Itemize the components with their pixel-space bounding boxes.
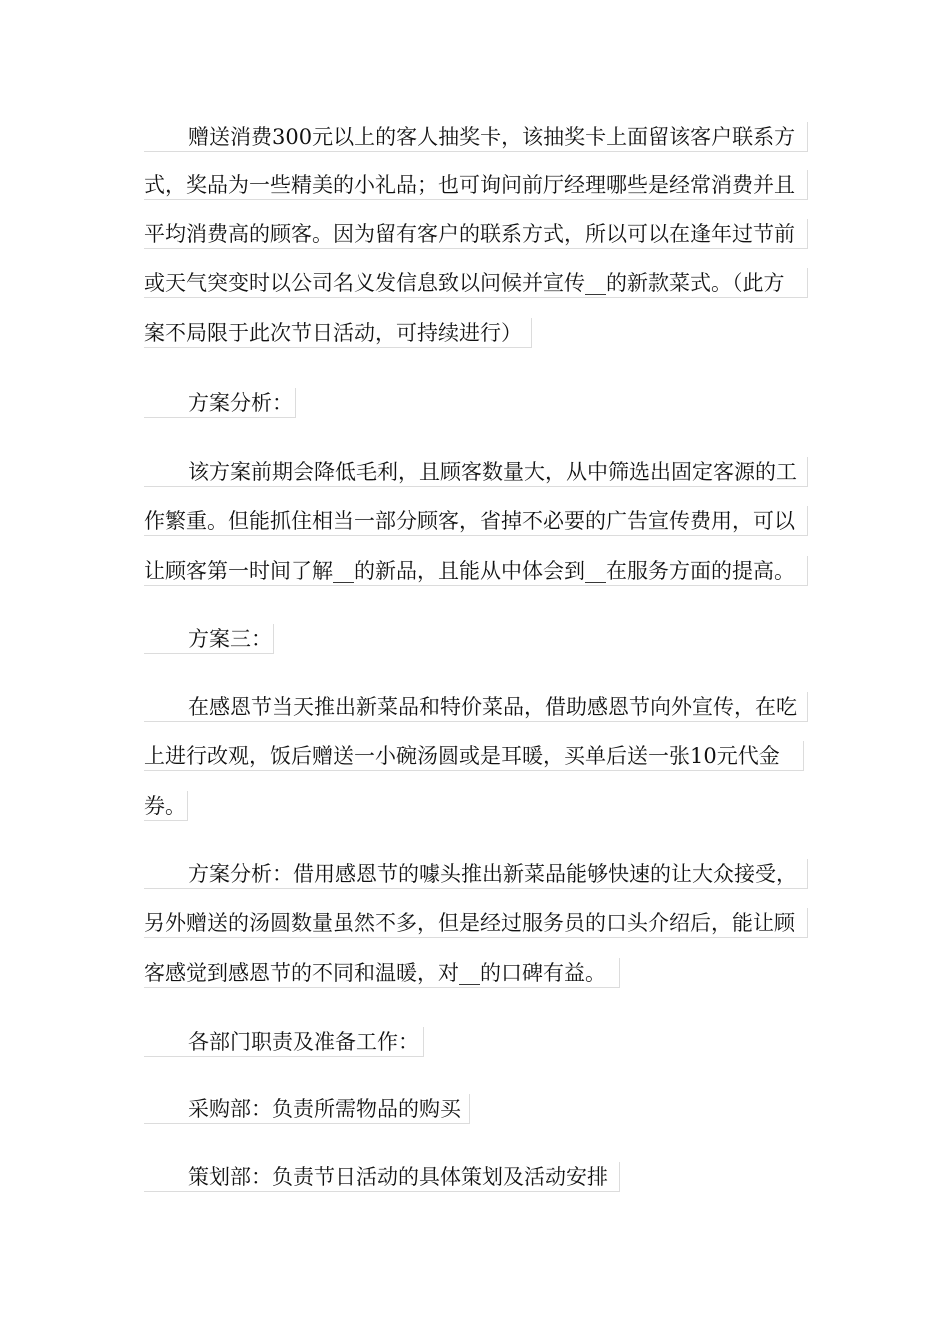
paragraph-line: 在感恩节当天推出新菜品和特价菜品，借助感恩节向外宣传，在吃 — [144, 692, 808, 722]
paragraph-line: 平均消费高的顾客。因为留有客户的联系方式，所以可以在逢年过节前 — [144, 219, 808, 249]
paragraph-line: 券。 — [144, 791, 188, 821]
paragraph-line: 策划部：负责节日活动的具体策划及活动安排 — [144, 1162, 620, 1192]
paragraph-line: 让顾客第一时间了解__的新品，且能从中体会到__在服务方面的提高。 — [144, 556, 808, 586]
paragraph-line: 采购部：负责所需物品的购买 — [144, 1094, 470, 1124]
paragraph-line: 式，奖品为一些精美的小礼品；也可询问前厅经理哪些是经常消费并且 — [144, 170, 808, 200]
paragraph-line: 客感觉到感恩节的不同和温暖，对__的口碑有益。 — [144, 958, 620, 988]
paragraph-line: 作繁重。但能抓住相当一部分顾客，省掉不必要的广告宣传费用，可以 — [144, 506, 808, 536]
paragraph-line: 方案分析：借用感恩节的噱头推出新菜品能够快速的让大众接受， — [144, 859, 808, 889]
section-heading: 各部门职责及准备工作： — [144, 1027, 424, 1057]
paragraph-line: 赠送消费300元以上的客人抽奖卡，该抽奖卡上面留该客户联系方 — [144, 122, 808, 152]
paragraph-line: 另外赠送的汤圆数量虽然不多，但是经过服务员的口头介绍后，能让顾 — [144, 908, 808, 938]
paragraph-line: 上进行改观，饭后赠送一小碗汤圆或是耳暖，买单后送一张10元代金 — [144, 741, 804, 771]
section-heading: 方案三： — [144, 624, 274, 654]
paragraph-line: 或天气突变时以公司名义发信息致以问候并宣传__的新款菜式。（此方 — [144, 268, 808, 298]
paragraph-line: 该方案前期会降低毛利，且顾客数量大，从中筛选出固定客源的工 — [144, 457, 808, 487]
paragraph-line: 案不局限于此次节日活动，可持续进行） — [144, 318, 532, 348]
section-heading: 方案分析： — [144, 388, 296, 418]
